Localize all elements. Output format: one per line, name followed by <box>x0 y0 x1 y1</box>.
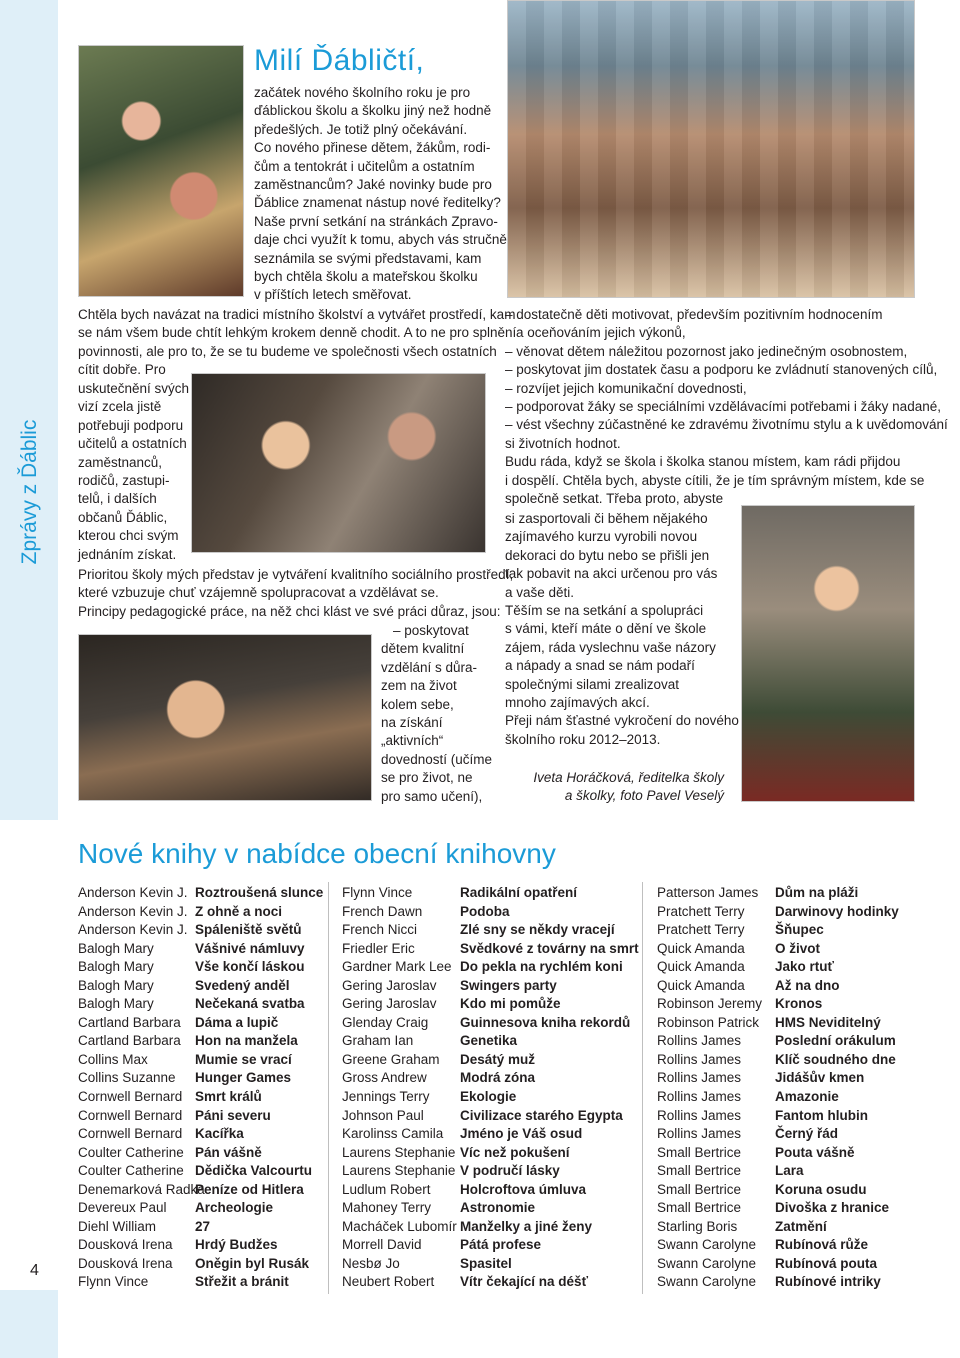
book-author: Rollins James <box>657 1107 742 1123</box>
book-title: V područí lásky <box>460 1163 560 1179</box>
book-title: Svedený anděl <box>195 977 290 993</box>
book-author: Cornwell Bernard <box>78 1126 183 1142</box>
article-paragraph-support <box>78 380 189 564</box>
article-intro <box>254 84 507 305</box>
text-line: v příštích letech směřovat. <box>254 287 412 303</box>
text-line: si životních hodnot. <box>505 435 621 451</box>
book-title: Divoška z hranice <box>775 1200 890 1216</box>
book-title: Rubínová pouta <box>775 1255 877 1271</box>
book-author: Swann Carolyne <box>657 1255 757 1271</box>
text-line: pro samo učení), <box>381 788 483 804</box>
page-number: 4 <box>30 1262 39 1279</box>
book-title: Dáma a lupič <box>195 1014 279 1030</box>
title-column <box>775 884 899 1292</box>
book-author: Swann Carolyne <box>657 1274 757 1290</box>
book-title: Smrt králů <box>195 1089 262 1105</box>
book-title: Šňupec <box>775 922 824 938</box>
text-line: – poskytovat jim dostatek času a podporu ke zvládnutí stanovených cílů, <box>505 362 938 378</box>
article-title: Milí Ďábličtí, <box>254 44 425 77</box>
book-title: Astronomie <box>460 1200 536 1216</box>
book-author: Laurens Stephanie <box>342 1144 456 1160</box>
text-line: zajímavého kurzu vyrobili novou <box>505 529 698 545</box>
book-title: Jméno je Váš osud <box>460 1126 583 1142</box>
book-title: Oněgin byl Rusák <box>195 1255 310 1271</box>
book-author: Rollins James <box>657 1126 742 1142</box>
sidebar-bottom-block <box>28 1290 58 1358</box>
book-title: Ekologie <box>460 1089 517 1105</box>
text-line: a vaše děti. <box>505 584 575 600</box>
book-title: Klíč soudného dne <box>775 1051 896 1067</box>
text-line: vzdělání s důra- <box>381 659 478 675</box>
book-title: O život <box>775 940 821 956</box>
text-line: vizí zcela jistě <box>78 399 162 415</box>
text-line: Těším se na setkání a spolupráci <box>505 603 704 619</box>
article-paragraph-tradition <box>78 306 516 380</box>
text-line: učitelů a ostatních <box>78 436 187 452</box>
text-line: daje chci využít k tomu, abych vás stručně <box>254 232 507 248</box>
book-author: Collins Suzanne <box>78 1070 176 1086</box>
book-title: Pán vášně <box>195 1144 262 1160</box>
title-column <box>460 884 639 1292</box>
book-author: Small Bertrice <box>657 1181 742 1197</box>
text-line: kolem sebe, <box>381 696 454 712</box>
book-title: Podoba <box>460 903 510 919</box>
book-title: Genetika <box>460 1033 518 1049</box>
text-line: Principy pedagogické práce, na něž chci klást ve své práci důraz, jsou: <box>78 603 501 619</box>
signature-line: a školky, foto Pavel Veselý <box>564 788 724 804</box>
book-author: Dousková Irena <box>78 1255 173 1271</box>
article-paragraph-priorities <box>78 566 513 621</box>
book-author: Starling Boris <box>657 1218 738 1234</box>
text-line: čům a tentokrát i učitelům a ostatním <box>254 158 475 174</box>
book-author: Rollins James <box>657 1070 742 1086</box>
book-author: Graham Ian <box>342 1033 414 1049</box>
book-title: Spáleniště světů <box>195 922 302 938</box>
book-title: 27 <box>195 1218 211 1234</box>
book-title: Spasitel <box>460 1255 512 1271</box>
book-title: Pátá profese <box>460 1237 542 1253</box>
book-author: Mahoney Terry <box>342 1200 432 1216</box>
text-line: – rozvíjet jejich komunikační dovednosti, <box>505 380 747 396</box>
text-line: si zasportovali či během nějakého <box>505 511 708 526</box>
book-title: Hrdý Budžes <box>195 1237 278 1253</box>
text-line: dekoraci do bytu nebo se přišli jen <box>505 547 710 563</box>
book-author: Cornwell Bernard <box>78 1089 183 1105</box>
book-author: Denemarková Radka <box>78 1181 205 1197</box>
book-title: Lara <box>775 1163 804 1179</box>
sidebar-gap <box>0 820 58 1290</box>
photo-school-assembly <box>507 0 915 298</box>
text-line: společně setkat. Třeba proto, abyste <box>505 491 724 507</box>
book-title: Rubínové intriky <box>775 1274 881 1290</box>
book-author: Anderson Kevin J. <box>78 885 188 900</box>
photo-teacher-with-child <box>78 634 372 801</box>
book-title: Až na dno <box>775 977 840 993</box>
book-author: Small Bertrice <box>657 1163 742 1179</box>
text-line: Ďáblice znamenat nástup nové ředitelky? <box>254 195 501 211</box>
book-title: Vášnivé námluvy <box>195 940 305 956</box>
book-title: Archeologie <box>195 1200 274 1216</box>
book-title: Swingers party <box>460 977 557 993</box>
text-line: tak pobavit na akci určenou pro vás <box>505 566 718 582</box>
article-signature <box>520 769 724 806</box>
book-author: Balogh Mary <box>78 959 154 975</box>
book-author: Gross Andrew <box>342 1070 427 1086</box>
book-title: Páni severu <box>195 1107 271 1123</box>
book-author: Small Bertrice <box>657 1144 742 1160</box>
book-author: French Nicci <box>342 922 418 938</box>
book-title: Modrá zóna <box>460 1070 536 1086</box>
book-author: Ludlum Robert <box>342 1181 431 1197</box>
article-closing <box>505 510 739 749</box>
book-author: Pratchett Terry <box>657 922 745 938</box>
text-line: dovedností (učíme <box>381 751 493 767</box>
text-line: povinnosti, ale pro to, že se tu budeme ve společnosti všech ostatních <box>78 343 497 359</box>
book-author: Anderson Kevin J. <box>78 903 188 919</box>
book-author: Quick Amanda <box>657 940 745 956</box>
author-column <box>78 884 205 1292</box>
photo-teacher-with-flowers <box>741 505 915 802</box>
text-line: rodičů, zastupi- <box>78 473 170 489</box>
publication-title: Zprávy z Ďáblic <box>18 419 41 565</box>
book-title: Kacířka <box>195 1126 244 1142</box>
book-title: Vše končí láskou <box>195 959 305 975</box>
book-title: Amazonie <box>775 1089 839 1105</box>
book-title: Desátý muž <box>460 1051 536 1067</box>
article-principles-list <box>505 306 948 508</box>
book-author: Anderson Kevin J. <box>78 922 188 938</box>
book-title: Jidášův kmen <box>775 1070 865 1086</box>
book-author: Laurens Stephanie <box>342 1163 456 1179</box>
text-line: a nápady a snad se nám podaří <box>505 658 695 674</box>
text-line: předešlých. Je totiž plný očekávání. <box>254 121 468 137</box>
text-line: uskutečnění svých <box>78 381 190 396</box>
text-line: Co nového přinese dětem, žákům, rodi- <box>254 140 491 156</box>
book-title: Civilizace starého Egypta <box>460 1107 623 1123</box>
book-author: Balogh Mary <box>78 977 154 993</box>
library-title: Nové knihy v nabídce obecní knihovny <box>78 838 556 869</box>
book-title: Svědkové z továrny na smrt <box>460 940 639 956</box>
book-title: Dědička Valcourtu <box>195 1163 313 1179</box>
text-line: – vést všechny zúčastněné ke zdravému životnímu stylu a k uvědomování <box>505 417 948 433</box>
text-line: zájem, ráda vyslechnu vaše názory <box>505 639 716 655</box>
book-author: Balogh Mary <box>78 940 154 956</box>
book-title: Darwinovy hodinky <box>775 903 899 919</box>
author-column <box>657 884 762 1292</box>
column-divider <box>642 882 643 1294</box>
book-title: Jako rtuť <box>775 959 834 975</box>
text-line: cítit dobře. Pro <box>78 362 166 378</box>
title-column <box>195 884 323 1292</box>
text-line: kterou chci svým <box>78 528 179 544</box>
book-title: Peníze od Hitlera <box>195 1181 304 1197</box>
book-author: Glenday Craig <box>342 1014 429 1030</box>
book-title: Koruna osudu <box>775 1181 867 1197</box>
book-author: Robinson Jeremy <box>657 996 763 1012</box>
book-title: Vítr čekající na déšť <box>460 1274 589 1290</box>
text-line: seznámila se svými představami, kam <box>254 250 482 266</box>
book-author: Robinson Patrick <box>657 1014 760 1030</box>
book-author: Flynn Vince <box>342 885 413 900</box>
book-title: Guinnesova kniha rekordů <box>460 1014 631 1030</box>
book-title: HMS Neviditelný <box>775 1014 881 1030</box>
book-title: Holcroftova úmluva <box>460 1181 587 1197</box>
text-line: – věnovat dětem náležitou pozornost jako jedinečným osobnostem, <box>505 343 908 359</box>
book-author: Rollins James <box>657 1033 742 1049</box>
text-line: – dostatečně děti motivovat, především pozitivním hodnocením <box>505 307 883 322</box>
book-author: Cartland Barbara <box>78 1033 181 1049</box>
text-line: začátek nového školního roku je pro <box>254 85 471 100</box>
text-line: s vámi, kteří máte o dění ve škole <box>505 621 707 637</box>
book-author: Balogh Mary <box>78 996 154 1012</box>
text-line: Prioritou školy mých představ je vytváření kvalitního sociálního prostředí, <box>78 567 514 582</box>
book-author: Friedler Eric <box>342 940 415 956</box>
text-line: dětem kvalitní <box>381 641 465 657</box>
text-line: – podporovat žáky se speciálními vzdělávacími potřebami i žáky nadané, <box>505 399 941 415</box>
book-author: Gering Jaroslav <box>342 996 437 1012</box>
book-author: Collins Max <box>78 1051 148 1067</box>
book-title: Manželky a jiné ženy <box>460 1218 593 1234</box>
book-author: Coulter Catherine <box>78 1144 184 1160</box>
book-author: Patterson James <box>657 885 759 900</box>
book-title: Zatmění <box>775 1218 827 1234</box>
book-title: Střežit a bránit <box>195 1274 289 1290</box>
text-line: Chtěla bych navázat na tradici místního školství a vytvářet prostředí, kam <box>78 307 516 322</box>
text-line: občanů Ďáblic, <box>78 509 168 525</box>
book-author: Devereux Paul <box>78 1200 167 1216</box>
article-principles-first <box>381 622 492 806</box>
signature-line: Iveta Horáčková, ředitelka školy <box>533 770 724 785</box>
photo-headmistress <box>78 45 244 297</box>
book-author: Swann Carolyne <box>657 1237 757 1253</box>
text-line: ďáblickou školu a školku jiný než hodně <box>254 103 492 119</box>
book-author: Small Bertrice <box>657 1200 742 1216</box>
book-title: Fantom hlubin <box>775 1107 868 1123</box>
book-author: Gering Jaroslav <box>342 977 437 993</box>
book-title: Roztroušená slunce <box>195 885 324 900</box>
book-author: Macháček Lubomír <box>342 1218 457 1234</box>
text-line: bych chtěla školu a mateřskou školku <box>254 269 478 285</box>
book-title: Hunger Games <box>195 1070 292 1086</box>
book-author: Diehl William <box>78 1218 157 1234</box>
book-title: Černý řád <box>775 1126 839 1142</box>
text-line: Naše první setkání na stránkách Zpravo- <box>254 213 498 229</box>
book-author: Nesbø Jo <box>342 1255 400 1271</box>
text-line: Přeji nám šťastné vykročení do nového <box>505 713 739 729</box>
book-author: Pratchett Terry <box>657 903 745 919</box>
book-author: Gardner Mark Lee <box>342 959 452 975</box>
book-title: Z ohně a noci <box>195 903 283 919</box>
book-author: French Dawn <box>342 903 423 919</box>
text-line: Budu ráda, když se škola i školka stanou místem, kam rádi přijdou <box>505 454 901 470</box>
book-title: Nečekaná svatba <box>195 996 305 1012</box>
text-line: zem na život <box>381 678 457 694</box>
text-line: zaměstnancům? Jaké novinky bude pro <box>254 177 492 193</box>
book-title: Mumie se vrací <box>195 1051 292 1067</box>
sidebar-band <box>0 0 58 1358</box>
text-line: „aktivních“ <box>381 733 444 749</box>
book-author: Greene Graham <box>342 1051 440 1067</box>
text-line: i dospělí. Chtěla bych, abyste cítili, že je tím správným místem, kde se <box>505 472 925 488</box>
text-line: které vzbuzuje chuť vzájemně spolupracovat a vzdělávat se. <box>78 585 439 601</box>
text-line: potřebuji podporu <box>78 417 184 433</box>
text-line: se pro život, ne <box>381 770 473 786</box>
book-author: Dousková Irena <box>78 1237 173 1253</box>
text-line: a oceňováním jejich výkonů, <box>516 325 686 341</box>
book-author: Jennings Terry <box>342 1089 430 1105</box>
book-title: Zlé sny se někdy vracejí <box>460 922 615 938</box>
text-line: mnoho zajímavých akcí. <box>505 695 650 711</box>
book-title: Dům na pláži <box>775 885 859 900</box>
book-title: Radikální opatření <box>460 885 578 900</box>
book-author: Morrell David <box>342 1237 422 1253</box>
book-author: Flynn Vince <box>78 1274 149 1290</box>
book-title: Pouta vášně <box>775 1144 855 1160</box>
text-line: se nám všem bude chtít lehkým krokem denně chodit. A to ne pro splnění <box>78 325 517 341</box>
photo-children-drawing <box>191 373 486 553</box>
text-line: zaměstnanců, <box>78 454 163 470</box>
column-divider <box>328 882 329 1294</box>
text-line: společnými silami zrealizovat <box>505 676 680 692</box>
book-author: Cartland Barbara <box>78 1014 181 1030</box>
author-column <box>342 884 457 1292</box>
book-title: Hon na manžela <box>195 1033 298 1049</box>
book-author: Quick Amanda <box>657 959 745 975</box>
text-line: školního roku 2012–2013. <box>505 731 661 747</box>
book-author: Cornwell Bernard <box>78 1107 183 1123</box>
book-title: Kdo mi pomůže <box>460 996 561 1012</box>
book-title: Poslední orákulum <box>775 1033 896 1049</box>
book-author: Neubert Robert <box>342 1274 435 1290</box>
book-title: Do pekla na rychlém koni <box>460 959 623 975</box>
text-line: na získání <box>381 715 443 731</box>
book-author: Quick Amanda <box>657 977 745 993</box>
text-line: telů, i dalších <box>78 491 157 507</box>
book-author: Coulter Catherine <box>78 1163 184 1179</box>
book-author: Rollins James <box>657 1051 742 1067</box>
book-author: Karolinss Camila <box>342 1126 444 1142</box>
book-title: Víc než pokušení <box>460 1144 570 1160</box>
book-author: Johnson Paul <box>342 1107 424 1123</box>
book-title: Rubínová růže <box>775 1237 869 1253</box>
text-line: – poskytovat <box>393 623 469 638</box>
book-author: Rollins James <box>657 1089 742 1105</box>
text-line: jednáním získat. <box>78 546 177 562</box>
book-title: Kronos <box>775 996 823 1012</box>
